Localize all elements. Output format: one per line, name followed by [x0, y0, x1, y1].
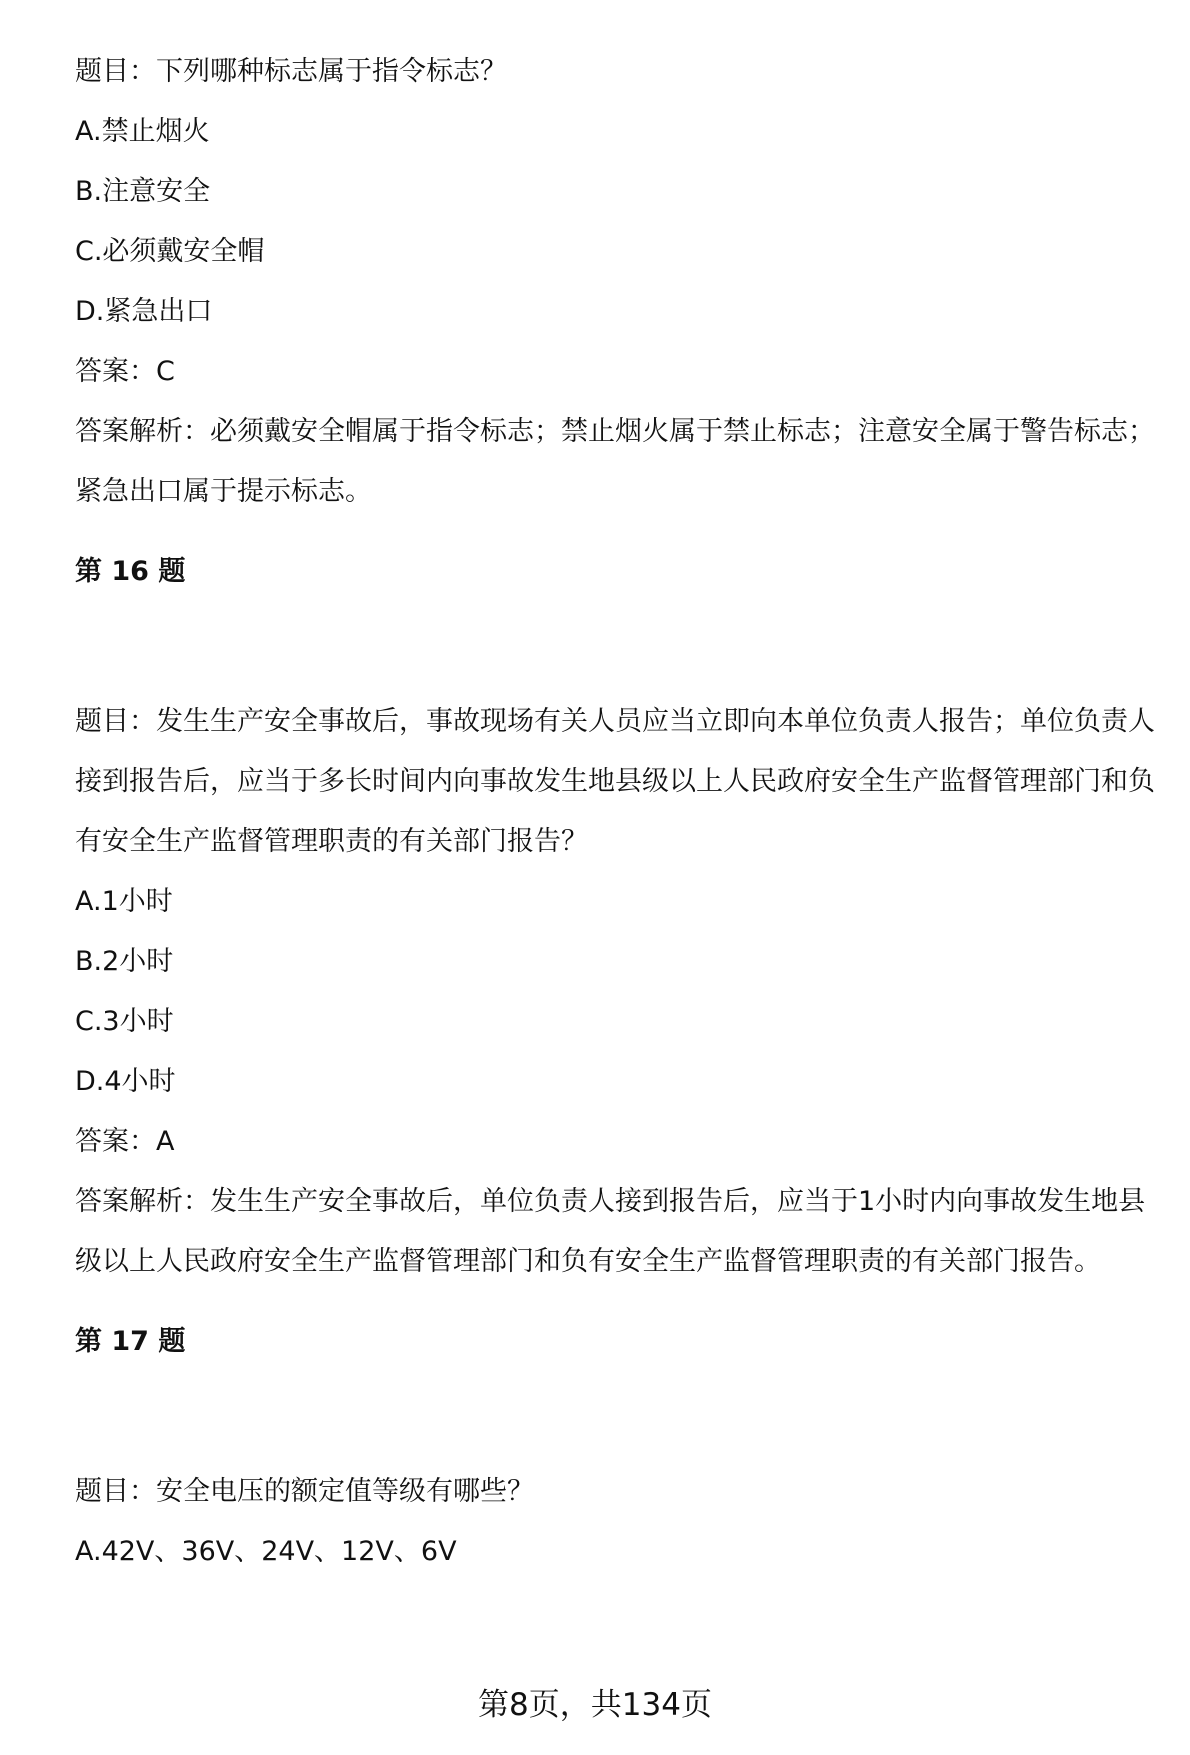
- question-16: [75, 542, 1165, 1292]
- answer: 答案：A: [75, 1126, 175, 1157]
- option-a: A.禁止烟火: [75, 116, 210, 147]
- question-text: 题目：发生生产安全事故后，事故现场有关人员应当立即向本单位负责人报告；单位负责人接到报告后，应当于多长时间内向事故发生地县级以上人民政府安全生产监督管理部门和负有安全生产监督管理职责的有关部门报告？: [75, 706, 1155, 857]
- option-c: C.3小时: [75, 1006, 174, 1037]
- option-c: C.必须戴安全帽: [75, 236, 265, 267]
- question-heading: 第 16 题: [75, 556, 186, 587]
- question-heading: 第 17 题: [75, 1326, 186, 1357]
- question-text: 题目：下列哪种标志属于指令标志？: [75, 56, 507, 87]
- option-a: A.42V、36V、24V、12V、6V: [75, 1536, 457, 1567]
- answer-analysis: 答案解析：必须戴安全帽属于指令标志；禁止烟火属于禁止标志；注意安全属于警告标志；紧急出口属于提示标志。: [75, 416, 1155, 507]
- answer: 答案：C: [75, 356, 175, 387]
- option-d: D.4小时: [75, 1066, 176, 1097]
- document-page: [75, 42, 1165, 1582]
- option-d: D.紧急出口: [75, 296, 213, 327]
- option-a: A.1小时: [75, 886, 173, 917]
- question-text: 题目：安全电压的额定值等级有哪些？: [75, 1476, 534, 1507]
- option-b: B.注意安全: [75, 176, 211, 207]
- option-b: B.2小时: [75, 946, 174, 977]
- page-number: 第8页，共134页: [478, 1687, 712, 1723]
- spacer: [75, 602, 1165, 692]
- answer-analysis: 答案解析：发生生产安全事故后，单位负责人接到报告后，应当于1小时内向事故发生地县级以上人民政府安全生产监督管理部门和负有安全生产监督管理职责的有关部门报告。: [75, 1186, 1146, 1277]
- spacer: [75, 1372, 1165, 1462]
- question-15: [75, 42, 1165, 522]
- question-17: [75, 1312, 1165, 1582]
